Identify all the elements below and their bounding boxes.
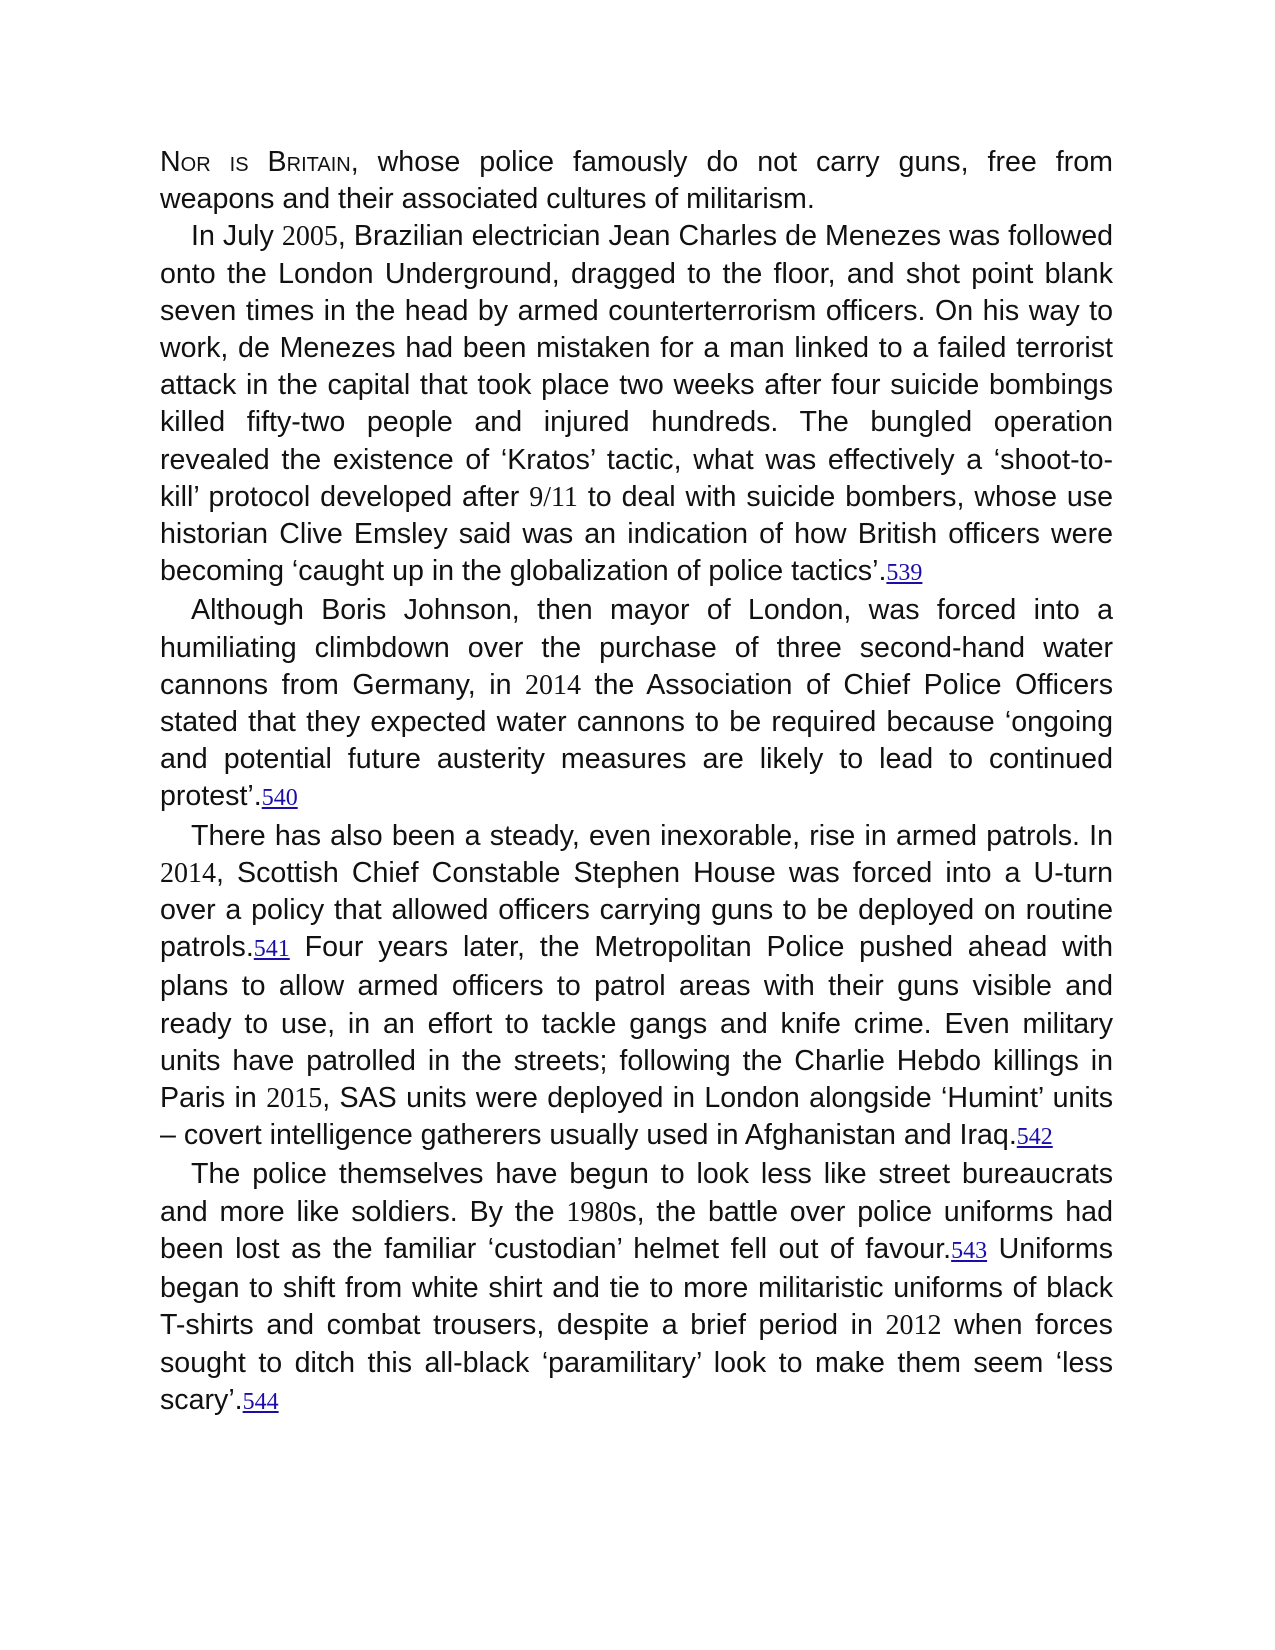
footnote-link-543[interactable]: 543 <box>951 1237 988 1264</box>
footnote-link-539[interactable]: 539 <box>886 560 923 587</box>
text-run: s, the battle over police uniforms had been lost as the familiar ‘custodian’ helmet fell out of favour. <box>160 1195 1113 1265</box>
page-body <box>160 144 1113 1421</box>
text-run: when forces sought to ditch this all-black ‘paramilitary’ look to make them seem ‘less scary’. <box>160 1309 1113 1416</box>
text-run: , SAS units were deployed in London alongside ‘Humint’ units – covert intelligence gatherers usually used in Afghanistan and Iraq. <box>160 1082 1113 1152</box>
numeral: 9/11 <box>529 481 578 513</box>
text-run: , Brazilian electrician Jean Charles de Menezes was followed onto the London Underground, dragged to the floor, and shot point blank seven times in the head by armed counterterrorism officers. On his way to work, de Menezes had been mistaken for a man linked to a failed terrorist attack in the capital that took place two weeks after four suicide bombings killed fifty-two people and injured hundreds. The bungled operation revealed the existence of ‘Kratos’ tactic, what was effectively a ‘shoot-to-kill’ protocol developed after <box>160 220 1113 513</box>
text-run: Although Boris Johnson, then mayor of London, was forced into a humiliating climbdown over the purchase of three second-hand water cannons from Germany, in <box>160 594 1113 701</box>
footnote-link-540[interactable]: 540 <box>261 785 298 812</box>
text-run: Four years later, the Metropolitan Police pushed ahead with plans to allow armed officers to patrol areas with their guns visible and ready to use, in an effort to tackle gangs and knife crime. Even military units have patrolled in the streets; following the Charlie Hebdo killings in Paris in <box>160 931 1113 1115</box>
footnote-link-541[interactable]: 541 <box>253 936 290 963</box>
text-run: the Association of Chief Police Officers stated that they expected water cannons to be required because ‘ongoing and potential future austerity measures are likely to lead to continued protest’. <box>160 668 1113 813</box>
text-run: , Scottish Chief Constable Stephen House was forced into a U-turn over a policy that allowed officers carrying guns to be deployed on routine patrols. <box>160 856 1113 964</box>
numeral: 2005 <box>281 221 338 253</box>
paragraph-2 <box>160 218 1113 592</box>
text-run: There has also been a steady, even inexorable, rise in armed patrols. In <box>191 819 1113 852</box>
opening-small-caps: Nor is Britain <box>160 146 351 178</box>
footnote-link-542[interactable]: 542 <box>1016 1124 1053 1151</box>
numeral: 2012 <box>885 1310 942 1342</box>
text-run: The police themselves have begun to look less like street bureaucrats and more like soldiers. By the <box>160 1158 1113 1228</box>
numeral: 1980 <box>566 1196 623 1228</box>
numeral: 2014 <box>160 857 216 889</box>
footnote-link-544[interactable]: 544 <box>242 1388 279 1415</box>
text-run: to deal with suicide bombers, whose use historian Clive Emsley said was an indication of how British officers were becoming ‘caught up in the globalization of police tactics’. <box>160 480 1113 588</box>
paragraph-4 <box>160 818 1113 1157</box>
text-run: , whose police famously do not carry guns, free from weapons and their associated cultures of militarism. <box>160 146 1113 216</box>
text-run: In July <box>191 220 282 253</box>
paragraph-1 <box>160 144 1113 218</box>
text-run: Uniforms began to shift from white shirt and tie to more militaristic uniforms of black T-shirts and combat trousers, despite a brief period in <box>160 1232 1114 1342</box>
numeral: 2014 <box>525 669 582 701</box>
numeral: 2015 <box>266 1083 323 1115</box>
paragraph-3 <box>160 592 1113 817</box>
paragraph-5 <box>160 1156 1113 1420</box>
